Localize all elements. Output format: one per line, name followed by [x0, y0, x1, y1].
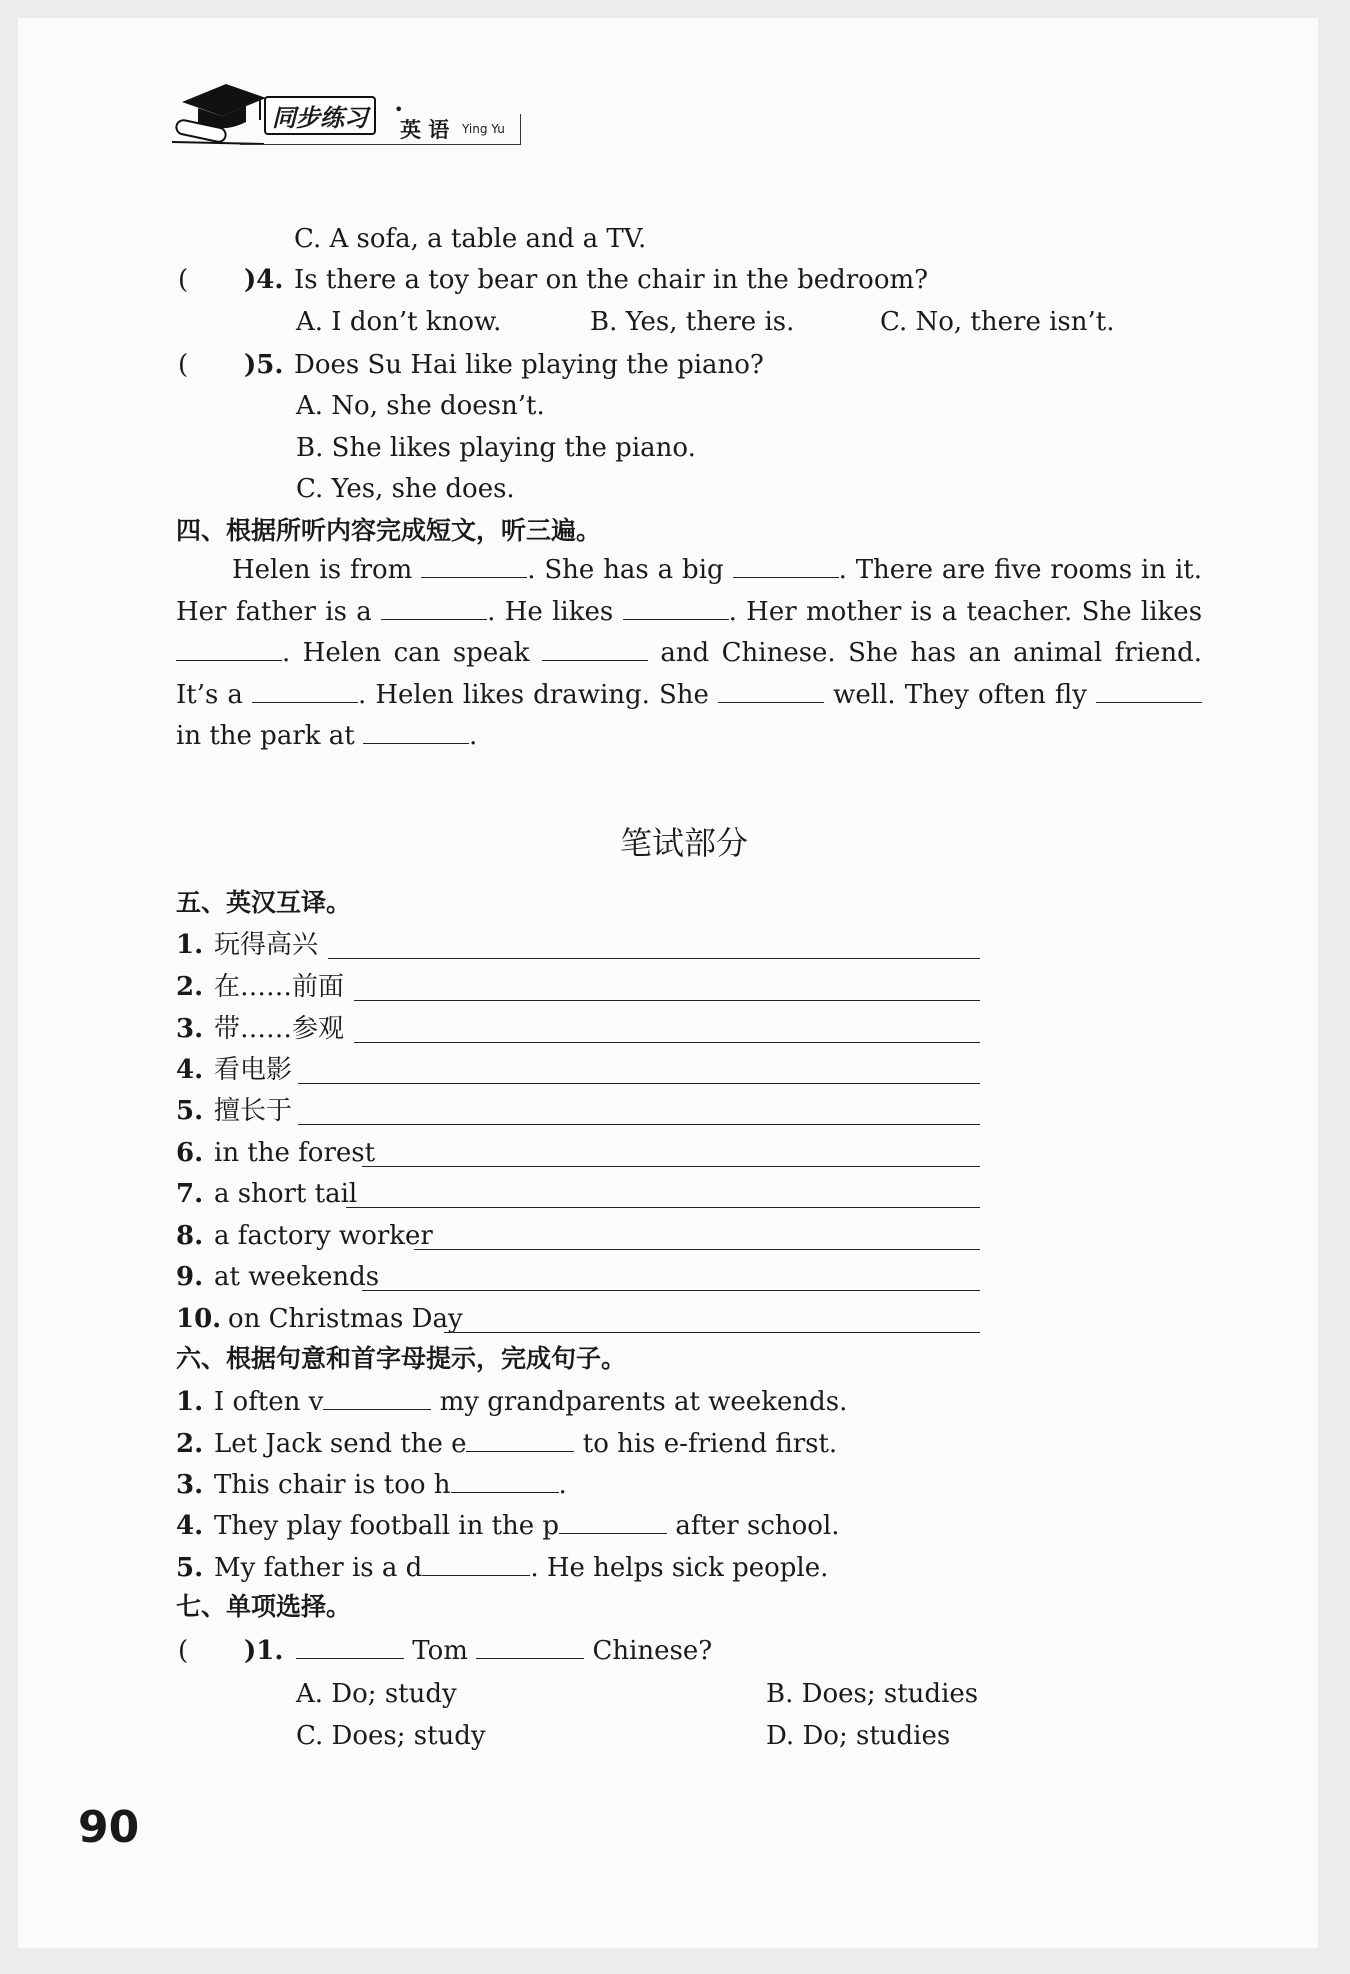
s5-item8-number: 8.: [176, 1221, 204, 1251]
answer-blank[interactable]: [296, 1634, 404, 1659]
s5-item5-text: 擅长于: [214, 1096, 293, 1126]
s5-item1-number: 1.: [176, 930, 204, 960]
q4-option-a: A. I don’t know.: [296, 307, 502, 337]
answer-blank[interactable]: [252, 678, 358, 703]
s5-item6-text: in the forest: [214, 1138, 376, 1168]
s5-item10-text: on Christmas Day: [228, 1304, 463, 1334]
s5-item4-text: 看电影: [214, 1055, 293, 1085]
s5-item1-text: 玩得高兴: [214, 930, 319, 960]
q5-number: )5.: [244, 350, 284, 380]
s5-item8-answer-line[interactable]: [414, 1249, 980, 1250]
s5-item9-text: at weekends: [214, 1262, 380, 1292]
s5-item10-answer-line[interactable]: [444, 1332, 980, 1333]
q4-option-c: C. No, there isn’t.: [880, 307, 1115, 337]
section4-title: 四、根据所听内容完成短文，听三遍。: [176, 516, 602, 545]
answer-blank[interactable]: [559, 1509, 667, 1534]
q4-question: Is there a toy bear on the chair in the bedroom?: [294, 265, 929, 295]
listening-passage: Helen is from . She has a big . There are five rooms in it. Her father is a . He likes . Her mother is a teacher. She likes . Helen can speak and Chinese. She has an animal friend. It’s a . Helen likes drawing. She well. They often fly in the park at .: [176, 555, 1203, 752]
answer-blank[interactable]: [733, 553, 839, 578]
q4-option-b: B. Yes, there is.: [590, 307, 795, 337]
graduation-cap-icon: [168, 80, 268, 152]
s7-q1-question: Tom Chinese?: [296, 1634, 712, 1668]
answer-blank[interactable]: [718, 678, 824, 703]
answer-blank[interactable]: [363, 719, 469, 744]
s5-item2-number: 2.: [176, 972, 204, 1002]
section7-title: 七、单项选择。: [176, 1592, 352, 1621]
s5-item5-answer-line[interactable]: [298, 1124, 980, 1125]
s5-item5-number: 5.: [176, 1096, 204, 1126]
series-title: 同步练习: [264, 96, 376, 135]
s6-item3-sentence: This chair is too h .: [214, 1470, 567, 1500]
s5-item1-answer-line[interactable]: [328, 958, 980, 959]
s5-item6-answer-line[interactable]: [362, 1166, 980, 1167]
s5-item6-number: 6.: [176, 1138, 204, 1168]
s5-item3-text: 带……参观: [214, 1014, 345, 1044]
s5-item2-answer-line[interactable]: [354, 1000, 980, 1001]
q5-option-b: B. She likes playing the piano.: [296, 433, 696, 463]
answer-blank[interactable]: [422, 1551, 530, 1576]
s5-item9-answer-line[interactable]: [362, 1290, 980, 1291]
q5-option-a: A. No, she doesn’t.: [296, 391, 545, 421]
s5-item7-text: a short tail: [214, 1179, 358, 1209]
s5-item7-number: 7.: [176, 1179, 204, 1209]
s6-item1-sentence: I often v my grandparents at weekends.: [214, 1387, 848, 1417]
s7-q1-paren: (: [178, 1636, 189, 1666]
s6-item2-sentence: Let Jack send the e to his e-friend first.: [214, 1429, 838, 1459]
section6-title: 六、根据句意和首字母提示，完成句子。: [176, 1344, 627, 1373]
answer-blank[interactable]: [421, 553, 527, 578]
s5-item2-text: 在……前面: [214, 972, 345, 1002]
s6-item2-number: 2.: [176, 1429, 204, 1459]
header-rule: [240, 144, 520, 145]
answer-blank[interactable]: [466, 1427, 574, 1452]
s6-item4-number: 4.: [176, 1511, 204, 1541]
answer-blank[interactable]: [542, 636, 648, 661]
s6-item5-number: 5.: [176, 1553, 204, 1583]
s7-q1-option-a: A. Do; study: [296, 1679, 457, 1709]
s6-item4-sentence: They play football in the p after school.: [214, 1511, 840, 1541]
answer-blank[interactable]: [1096, 678, 1202, 703]
answer-blank[interactable]: [451, 1468, 559, 1493]
q5-question: Does Su Hai like playing the piano?: [294, 350, 764, 380]
s6-item3-number: 3.: [176, 1470, 204, 1500]
written-part-title: 笔试部分: [620, 824, 749, 862]
s5-item4-answer-line[interactable]: [298, 1083, 980, 1084]
s5-item8-text: a factory worker: [214, 1221, 433, 1251]
section5-title: 五、英汉互译。: [176, 888, 352, 917]
s5-item3-answer-line[interactable]: [354, 1042, 980, 1043]
answer-blank[interactable]: [623, 595, 729, 620]
subject-label: 英 语: [400, 118, 450, 142]
page-number: 90: [78, 1802, 140, 1853]
s6-item1-number: 1.: [176, 1387, 204, 1417]
answer-blank[interactable]: [176, 636, 282, 661]
answer-blank[interactable]: [476, 1634, 584, 1659]
s5-item3-number: 3.: [176, 1014, 204, 1044]
s7-q1-option-c: C. Does; study: [296, 1721, 486, 1751]
q5-option-c: C. Yes, she does.: [296, 474, 515, 504]
q4-number: )4.: [244, 265, 284, 295]
answer-blank[interactable]: [381, 595, 487, 620]
s5-item4-number: 4.: [176, 1055, 204, 1085]
s5-item10-number: 10.: [176, 1304, 222, 1334]
s5-item9-number: 9.: [176, 1262, 204, 1292]
subject-pinyin: Ying Yu: [462, 122, 505, 136]
s7-q1-option-d: D. Do; studies: [766, 1721, 951, 1751]
s5-item7-answer-line[interactable]: [346, 1207, 980, 1208]
q3-option-c: C. A sofa, a table and a TV.: [294, 224, 647, 254]
q4-paren: (: [178, 265, 189, 295]
q5-paren: (: [178, 350, 189, 380]
s7-q1-option-b: B. Does; studies: [766, 1679, 979, 1709]
s7-q1-number: )1.: [244, 1636, 284, 1666]
answer-blank[interactable]: [323, 1385, 431, 1410]
s6-item5-sentence: My father is a d . He helps sick people.: [214, 1553, 829, 1583]
bullet-dot: •: [394, 100, 404, 119]
